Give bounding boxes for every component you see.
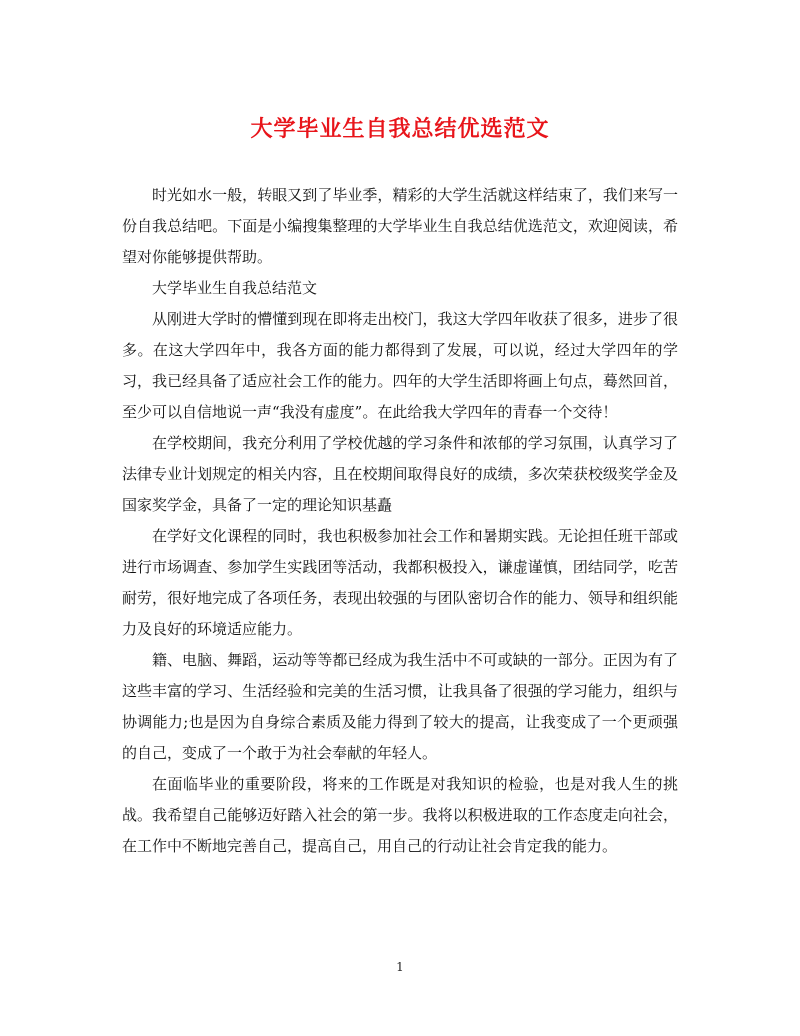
intro-paragraph: 时光如水一般，转眼又到了毕业季，精彩的大学生活就这样结束了，我们来写一份自我总结吧。下面是小编搜集整理的大学毕业生自我总结优选范文，欢迎阅读，希望对你能够提供帮助。 [122,186,678,266]
section-heading: 大学毕业生自我总结范文 [152,279,318,297]
page-title: 大学毕业生自我总结优选范文 [250,116,550,142]
page-number: 1 [396,960,404,974]
body-paragraph: 在学好文化课程的同时，我也积极参加社会工作和暑期实践。无论担任班干部或进行市场调查、参加学生实践团等活动，我都积极投入，谦虚谨慎，团结同学，吃苦耐劳，很好地完成了各项任务，表现出较强的与团队密切合作的能力、领导和组织能力及良好的环境适应能力。 [122,527,678,638]
body-paragraph: 从刚进大学时的懵懂到现在即将走出校门，我这大学四年收获了很多，进步了很多。在这大学四年中，我各方面的能力都得到了发展，可以说，经过大学四年的学习，我已经具备了适应社会工作的能力。四年的大学生活即将画上句点，蓦然回首，至少可以自信地说一声“我没有虚度”。在此给我大学四年的青春一个交待！ [122,310,678,421]
body-paragraph: 在学校期间，我充分利用了学校优越的学习条件和浓郁的学习氛围，认真学习了法律专业计划规定的相关内容，且在校期间取得良好的成绩，多次荣获校级奖学金及国家奖学金，具备了一定的理论知识基矗 [122,434,678,514]
body-paragraph: 籍、电脑、舞蹈，运动等等都已经成为我生活中不可或缺的一部分。正因为有了这些丰富的学习、生活经验和完美的生活习惯，让我具备了很强的学习能力，组织与协调能力;也是因为自身综合素质及能力得到了较大的提高，让我变成了一个更顽强的自己，变成了一个敢于为社会奉献的年轻人。 [122,651,678,762]
document-body [122,180,678,862]
body-paragraph: 在面临毕业的重要阶段，将来的工作既是对我知识的检验，也是对我人生的挑战。我希望自己能够迈好踏入社会的第一步。我将以积极进取的工作态度走向社会，在工作中不断地完善自己，提高自己，用自己的行动让社会肯定我的能力。 [122,775,678,855]
